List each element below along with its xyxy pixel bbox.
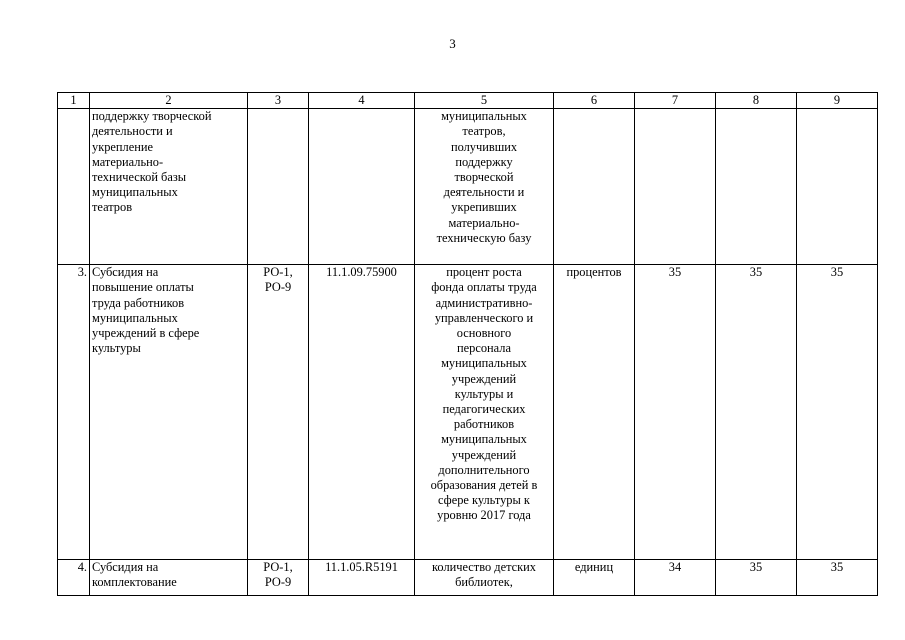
- column-header: 1: [58, 93, 90, 109]
- row-ro: [248, 109, 309, 265]
- row-value-8: 35: [716, 560, 797, 596]
- column-header: 2: [90, 93, 248, 109]
- row-code: 11.1.05.R5191: [309, 560, 415, 596]
- column-header: 7: [635, 93, 716, 109]
- row-unit: [554, 109, 635, 265]
- row-value-8: 35: [716, 265, 797, 560]
- row-unit: процентов: [554, 265, 635, 560]
- row-number: 4.: [58, 560, 90, 596]
- column-header: 5: [415, 93, 554, 109]
- row-name: поддержку творческой деятельности и укрепление материально- технической базы муниципальных театров: [90, 109, 248, 265]
- row-ro: РО-1, РО-9: [248, 265, 309, 560]
- row-code: 11.1.09.75900: [309, 265, 415, 560]
- table-row: [58, 560, 878, 596]
- column-header: 4: [309, 93, 415, 109]
- table-header-row: [58, 93, 878, 109]
- row-indicator: количество детских библиотек,: [415, 560, 554, 596]
- data-table: [57, 92, 878, 596]
- row-name: Субсидия на повышение оплаты труда работников муниципальных учреждений в сфере культуры: [90, 265, 248, 560]
- row-name: Субсидия на комплектование: [90, 560, 248, 596]
- row-unit: единиц: [554, 560, 635, 596]
- row-value-7: 34: [635, 560, 716, 596]
- column-header: 9: [797, 93, 878, 109]
- row-value-9: 35: [797, 265, 878, 560]
- column-header: 8: [716, 93, 797, 109]
- row-indicator: муниципальных театров, получивших поддержку творческой деятельности и укрепивших материально- техническую базу: [415, 109, 554, 265]
- row-indicator: процент роста фонда оплаты труда административно- управленческого и основного персонала муниципальных учреждений культуры и педагогических работников муниципальных учреждений дополнительного образования детей в сфере культуры к уровню 2017 года: [415, 265, 554, 560]
- page-number: 3: [449, 36, 456, 51]
- row-value-7: 35: [635, 265, 716, 560]
- row-ro: РО-1, РО-9: [248, 560, 309, 596]
- column-header: 6: [554, 93, 635, 109]
- row-code: [309, 109, 415, 265]
- table-row: [58, 109, 878, 265]
- row-number: 3.: [58, 265, 90, 560]
- row-value-7: [635, 109, 716, 265]
- row-value-8: [716, 109, 797, 265]
- table-row: [58, 265, 878, 560]
- column-header: 3: [248, 93, 309, 109]
- row-number: [58, 109, 90, 265]
- row-value-9: 35: [797, 560, 878, 596]
- row-value-9: [797, 109, 878, 265]
